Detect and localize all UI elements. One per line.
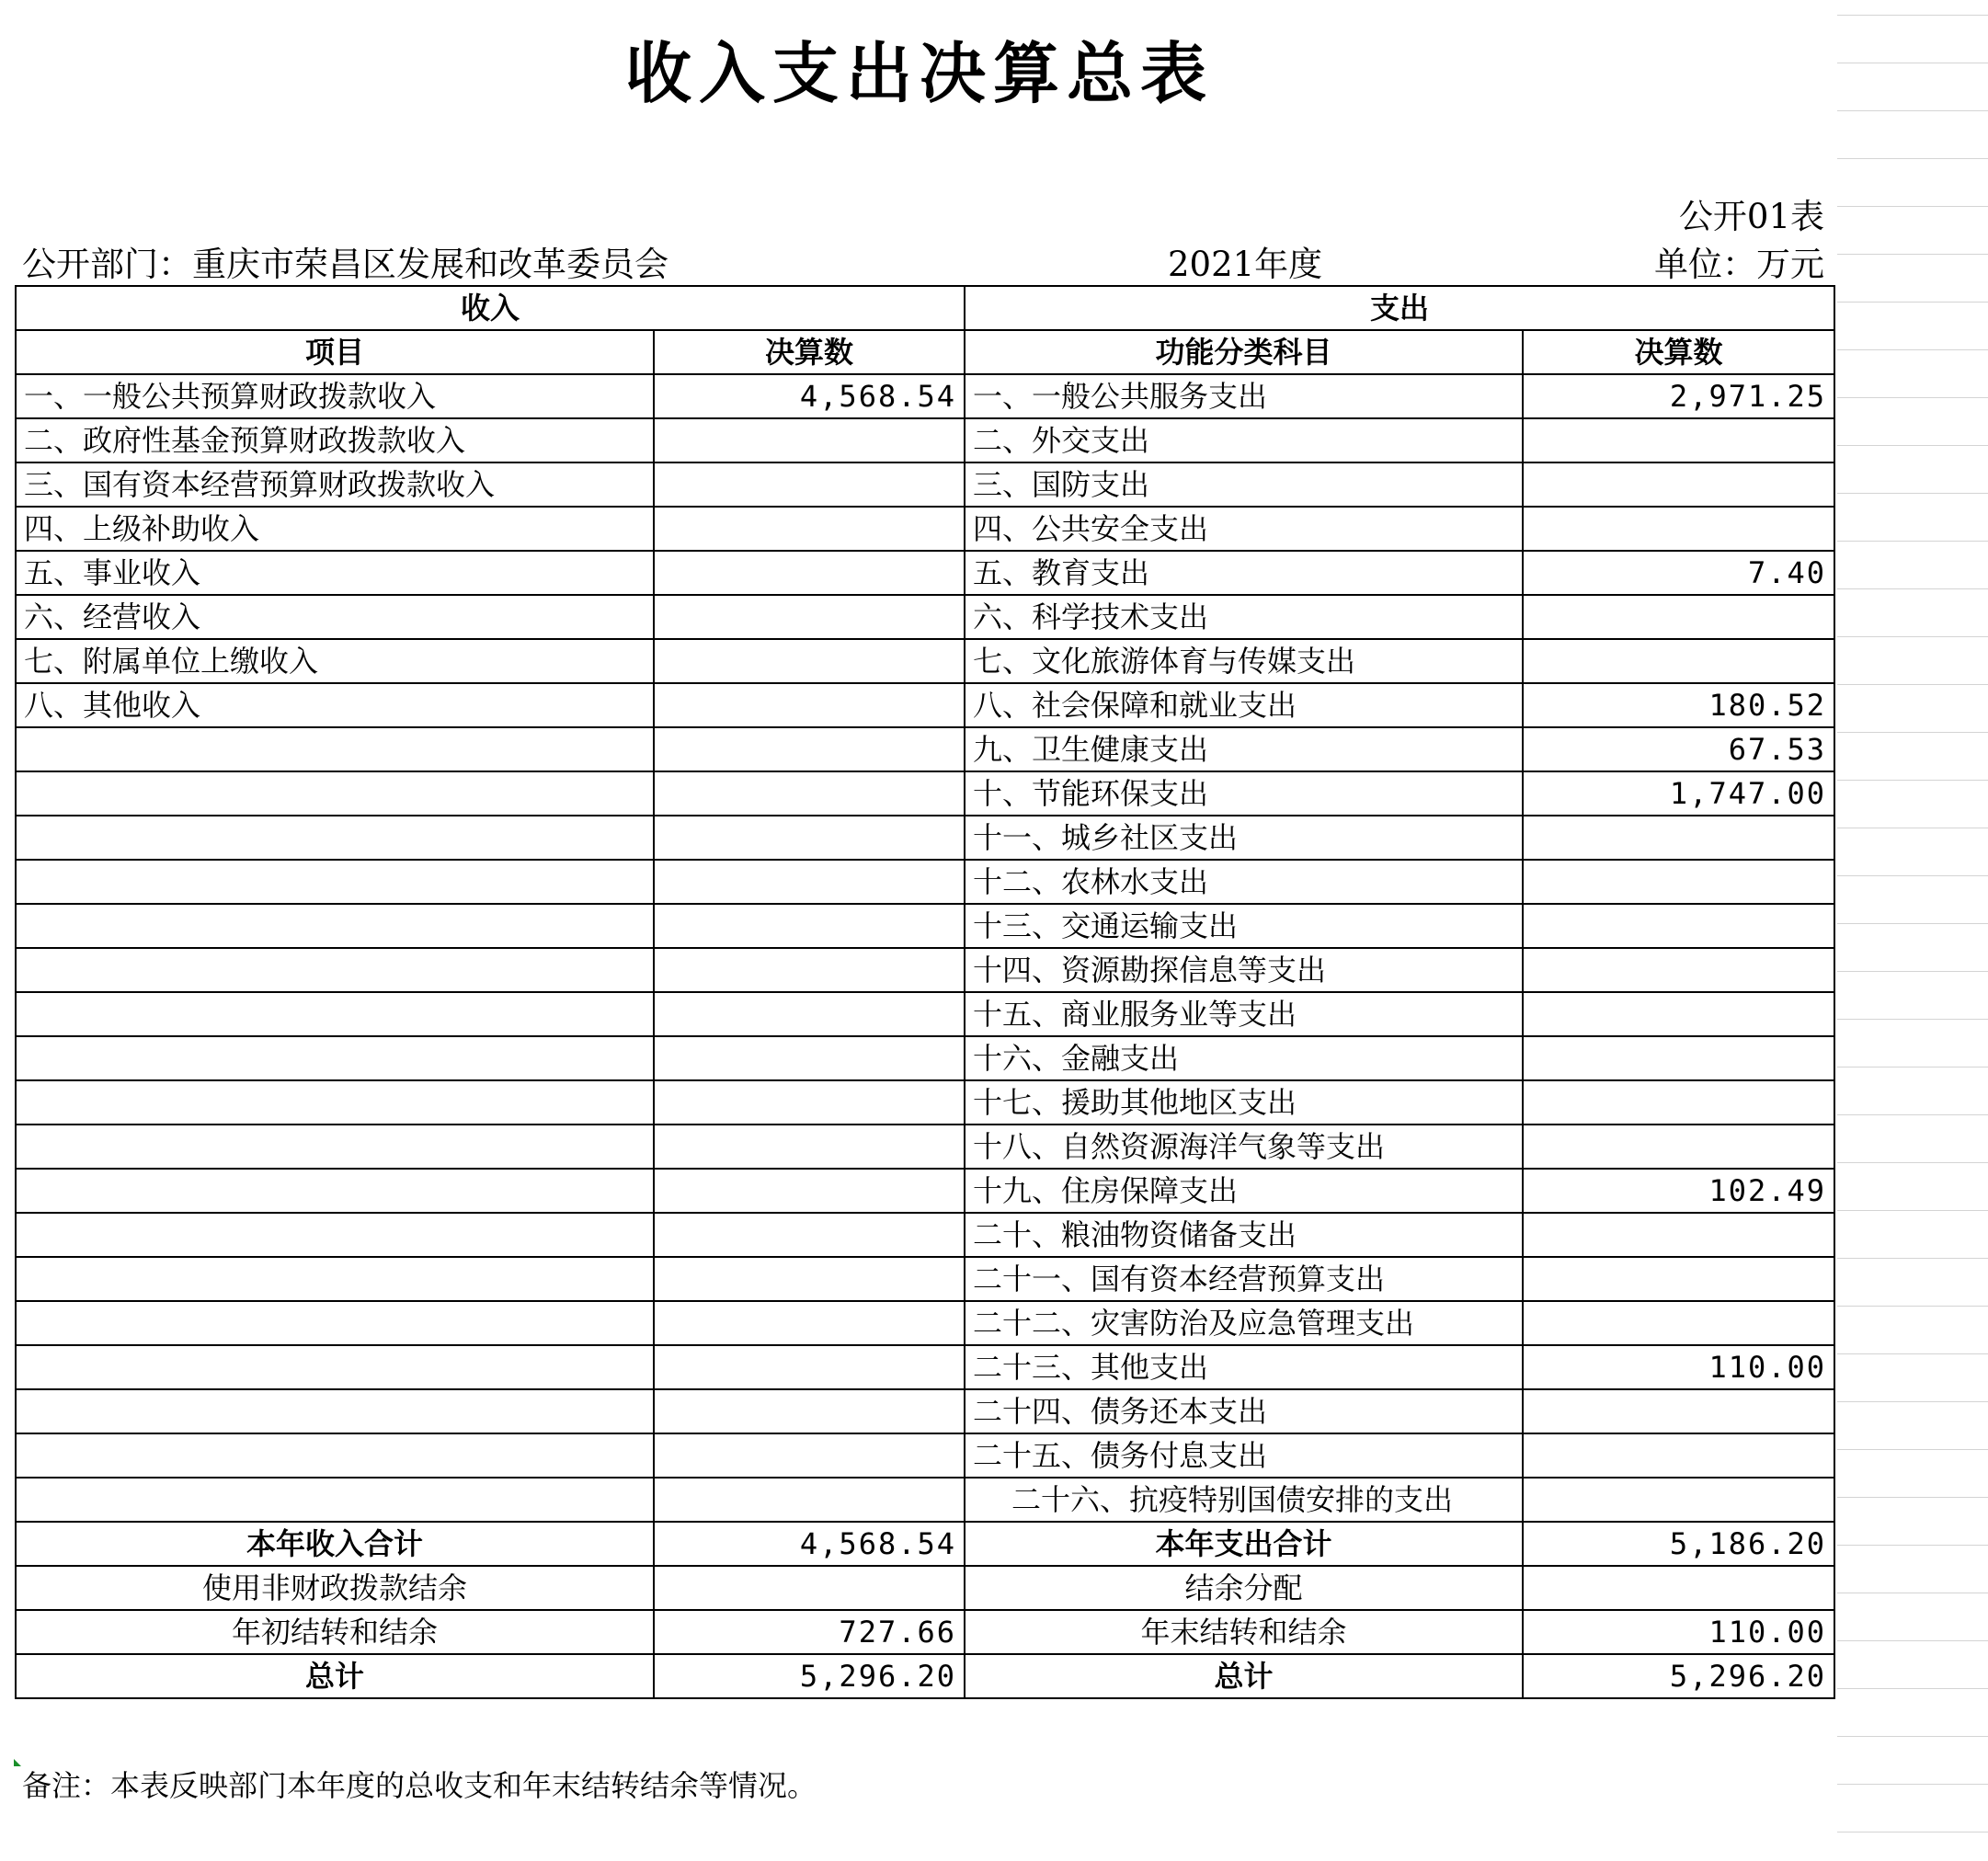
gridline <box>1837 158 1988 159</box>
expense-item-cell: 十八、自然资源海洋气象等支出 <box>965 1125 1523 1169</box>
income-item-cell <box>16 1345 654 1389</box>
table-note: 备注：本表反映部门本年度的总收支和年末结转结余等情况。 <box>22 1768 817 1803</box>
income-amount-cell <box>654 683 965 727</box>
gridline <box>1837 684 1988 685</box>
income-item-header: 项目 <box>16 330 654 374</box>
expense-amount-cell <box>1523 1213 1834 1257</box>
table-row <box>16 1301 1834 1345</box>
income-amount-cell <box>654 639 965 683</box>
table-section-header <box>16 286 1834 330</box>
gridline <box>1837 1449 1988 1450</box>
gridline <box>1837 732 1988 733</box>
page-title: 收入支出决算总表 <box>624 35 1214 112</box>
gridline <box>1837 493 1988 494</box>
income-item-cell <box>16 904 654 948</box>
income-summary-amount <box>654 1566 965 1610</box>
expense-item-cell: 四、公共安全支出 <box>965 507 1523 551</box>
table-row <box>16 462 1834 507</box>
income-summary-label: 使用非财政拨款结余 <box>16 1566 654 1610</box>
expense-item-cell: 十九、住房保障支出 <box>965 1169 1523 1213</box>
income-item-cell <box>16 948 654 992</box>
table-row <box>16 418 1834 462</box>
expense-amount-cell <box>1523 816 1834 860</box>
expense-amount-cell: 2,971.25 <box>1523 374 1834 418</box>
table-row <box>16 1433 1834 1478</box>
expense-item-header: 功能分类科目 <box>965 330 1523 374</box>
income-item-cell <box>16 1301 654 1345</box>
income-item-cell <box>16 1257 654 1301</box>
expense-item-cell: 二十一、国有资本经营预算支出 <box>965 1257 1523 1301</box>
expense-amount-cell <box>1523 1478 1834 1522</box>
expense-amount-cell: 1,747.00 <box>1523 771 1834 816</box>
sheet-gridlines <box>1837 0 1988 1861</box>
expense-summary-amount <box>1523 1566 1834 1610</box>
income-amount-cell <box>654 507 965 551</box>
gridline <box>1837 1497 1988 1498</box>
expense-amount-cell: 67.53 <box>1523 727 1834 771</box>
expense-amount-cell <box>1523 1036 1834 1080</box>
expense-summary-amount: 110.00 <box>1523 1610 1834 1654</box>
income-amount-cell <box>654 727 965 771</box>
expense-item-cell: 二、外交支出 <box>965 418 1523 462</box>
expense-amount-cell <box>1523 860 1834 904</box>
gridline <box>1837 1019 1988 1020</box>
gridline <box>1837 588 1988 589</box>
expense-item-cell: 二十三、其他支出 <box>965 1345 1523 1389</box>
expense-item-cell: 十六、金融支出 <box>965 1036 1523 1080</box>
gridline <box>1837 445 1988 446</box>
table-row <box>16 639 1834 683</box>
gridline <box>1837 1258 1988 1259</box>
expense-amount-cell <box>1523 1301 1834 1345</box>
income-summary-label: 总计 <box>16 1654 654 1698</box>
table-row <box>16 374 1834 418</box>
income-amount-cell <box>654 904 965 948</box>
table-number: 公开01表 <box>1678 197 1824 236</box>
cell-marker <box>14 1759 21 1766</box>
income-item-cell <box>16 727 654 771</box>
gridline <box>1837 1688 1988 1689</box>
gridline <box>1837 254 1988 255</box>
income-amount-cell <box>654 1433 965 1478</box>
expense-summary-label: 本年支出合计 <box>965 1522 1523 1566</box>
income-item-cell: 二、政府性基金预算财政拨款收入 <box>16 418 654 462</box>
income-summary-amount: 4,568.54 <box>654 1522 965 1566</box>
income-amount-cell <box>654 1257 965 1301</box>
gridline <box>1837 971 1988 972</box>
table-row <box>16 816 1834 860</box>
expense-item-cell: 一、一般公共服务支出 <box>965 374 1523 418</box>
income-item-cell <box>16 1213 654 1257</box>
expense-amount-cell <box>1523 1433 1834 1478</box>
summary-row <box>16 1610 1834 1654</box>
gridline <box>1837 923 1988 924</box>
expense-item-cell: 十一、城乡社区支出 <box>965 816 1523 860</box>
expense-item-cell: 十、节能环保支出 <box>965 771 1523 816</box>
gridline <box>1837 397 1988 398</box>
table-row <box>16 1478 1834 1522</box>
expense-amount-cell <box>1523 639 1834 683</box>
income-item-cell: 四、上级补助收入 <box>16 507 654 551</box>
income-item-cell <box>16 1478 654 1522</box>
table-row <box>16 1257 1834 1301</box>
income-amount-cell <box>654 551 965 595</box>
income-amount-cell <box>654 771 965 816</box>
income-item-cell <box>16 1389 654 1433</box>
income-summary-label: 本年收入合计 <box>16 1522 654 1566</box>
income-item-cell <box>16 816 654 860</box>
income-amount-cell <box>654 1036 965 1080</box>
table-row <box>16 551 1834 595</box>
income-amount-cell <box>654 1478 965 1522</box>
income-amount-cell <box>654 1169 965 1213</box>
income-item-cell: 五、事业收入 <box>16 551 654 595</box>
gridline <box>1837 1640 1988 1641</box>
expense-section-header: 支出 <box>965 286 1834 330</box>
table-row <box>16 1213 1834 1257</box>
expense-item-cell: 二十六、抗疫特别国债安排的支出 <box>965 1478 1523 1522</box>
expense-amount-cell <box>1523 1389 1834 1433</box>
income-amount-cell <box>654 418 965 462</box>
expense-amount-cell <box>1523 1257 1834 1301</box>
expense-item-cell: 二十四、债务还本支出 <box>965 1389 1523 1433</box>
expense-amount-cell <box>1523 948 1834 992</box>
income-amount-cell <box>654 992 965 1036</box>
table-row <box>16 727 1834 771</box>
expense-item-cell: 二十、粮油物资储备支出 <box>965 1213 1523 1257</box>
gridline <box>1837 1067 1988 1068</box>
income-summary-amount: 5,296.20 <box>654 1654 965 1698</box>
expense-item-cell: 三、国防支出 <box>965 462 1523 507</box>
expense-item-cell: 六、科学技术支出 <box>965 595 1523 639</box>
table-row <box>16 1036 1834 1080</box>
expense-amount-cell <box>1523 507 1834 551</box>
income-item-cell <box>16 1433 654 1478</box>
income-item-cell: 三、国有资本经营预算财政拨款收入 <box>16 462 654 507</box>
income-item-cell: 六、经营收入 <box>16 595 654 639</box>
expense-amount-cell <box>1523 992 1834 1036</box>
expense-summary-label: 年末结转和结余 <box>965 1610 1523 1654</box>
expense-summary-amount: 5,186.20 <box>1523 1522 1834 1566</box>
income-summary-amount: 727.66 <box>654 1610 965 1654</box>
table-row <box>16 904 1834 948</box>
gridline <box>1837 780 1988 781</box>
table-row <box>16 1080 1834 1125</box>
income-section-header: 收入 <box>16 286 965 330</box>
table-row <box>16 595 1834 639</box>
expense-summary-label: 总计 <box>965 1654 1523 1698</box>
income-amount-cell <box>654 595 965 639</box>
expense-item-cell: 十三、交通运输支出 <box>965 904 1523 948</box>
expense-amount-cell: 110.00 <box>1523 1345 1834 1389</box>
gridline <box>1837 1114 1988 1115</box>
expense-item-cell: 十七、援助其他地区支出 <box>965 1080 1523 1125</box>
income-amount-cell <box>654 1301 965 1345</box>
fiscal-year: 2021年度 <box>1168 245 1323 284</box>
income-item-cell <box>16 1036 654 1080</box>
expense-amount-cell <box>1523 462 1834 507</box>
table-row <box>16 1125 1834 1169</box>
expense-item-cell: 九、卫生健康支出 <box>965 727 1523 771</box>
summary-row <box>16 1566 1834 1610</box>
budget-table <box>15 285 1835 1699</box>
income-amount-cell: 4,568.54 <box>654 374 965 418</box>
expense-item-cell: 八、社会保障和就业支出 <box>965 683 1523 727</box>
expense-amount-cell: 102.49 <box>1523 1169 1834 1213</box>
income-item-cell <box>16 1125 654 1169</box>
department-label: 公开部门：重庆市荣昌区发展和改革委员会 <box>22 245 668 284</box>
expense-item-cell: 十二、农林水支出 <box>965 860 1523 904</box>
gridline <box>1837 15 1988 16</box>
income-item-cell <box>16 992 654 1036</box>
income-item-cell <box>16 1080 654 1125</box>
income-amount-cell <box>654 1213 965 1257</box>
income-amount-cell <box>654 1345 965 1389</box>
gridline <box>1837 1210 1988 1211</box>
income-amount-header: 决算数 <box>654 330 965 374</box>
expense-amount-header: 决算数 <box>1523 330 1834 374</box>
table-row <box>16 948 1834 992</box>
gridline <box>1837 349 1988 350</box>
table-row <box>16 1345 1834 1389</box>
expense-amount-cell <box>1523 1080 1834 1125</box>
table-column-header <box>16 330 1834 374</box>
gridline <box>1837 302 1988 303</box>
expense-item-cell: 五、教育支出 <box>965 551 1523 595</box>
gridline <box>1837 1162 1988 1163</box>
gridline <box>1837 1401 1988 1402</box>
income-item-cell: 一、一般公共预算财政拨款收入 <box>16 374 654 418</box>
expense-amount-cell: 180.52 <box>1523 683 1834 727</box>
table-row <box>16 771 1834 816</box>
income-amount-cell <box>654 948 965 992</box>
expense-amount-cell <box>1523 418 1834 462</box>
unit-label: 单位：万元 <box>1654 245 1824 284</box>
gridline <box>1837 1736 1988 1737</box>
gridline <box>1837 636 1988 637</box>
expense-amount-cell <box>1523 904 1834 948</box>
table-row <box>16 507 1834 551</box>
expense-summary-amount: 5,296.20 <box>1523 1654 1834 1698</box>
income-summary-label: 年初结转和结余 <box>16 1610 654 1654</box>
table-row <box>16 1389 1834 1433</box>
summary-row <box>16 1522 1834 1566</box>
income-amount-cell <box>654 1125 965 1169</box>
gridline <box>1837 110 1988 111</box>
income-item-cell <box>16 860 654 904</box>
gridline <box>1837 1784 1988 1785</box>
income-item-cell: 八、其他收入 <box>16 683 654 727</box>
table-row <box>16 860 1834 904</box>
income-amount-cell <box>654 1389 965 1433</box>
table-row <box>16 683 1834 727</box>
table-row <box>16 992 1834 1036</box>
table-row <box>16 1169 1834 1213</box>
expense-amount-cell <box>1523 1125 1834 1169</box>
expense-item-cell: 二十五、债务付息支出 <box>965 1433 1523 1478</box>
gridline <box>1837 1545 1988 1546</box>
expense-item-cell: 十四、资源勘探信息等支出 <box>965 948 1523 992</box>
income-item-cell: 七、附属单位上缴收入 <box>16 639 654 683</box>
gridline <box>1837 875 1988 876</box>
income-item-cell <box>16 771 654 816</box>
expense-amount-cell <box>1523 595 1834 639</box>
gridline <box>1837 206 1988 207</box>
expense-item-cell: 十五、商业服务业等支出 <box>965 992 1523 1036</box>
income-item-cell <box>16 1169 654 1213</box>
expense-item-cell: 七、文化旅游体育与传媒支出 <box>965 639 1523 683</box>
expense-summary-label: 结余分配 <box>965 1566 1523 1610</box>
income-amount-cell <box>654 462 965 507</box>
income-amount-cell <box>654 816 965 860</box>
gridline <box>1837 541 1988 542</box>
expense-amount-cell: 7.40 <box>1523 551 1834 595</box>
gridline <box>1837 1306 1988 1307</box>
income-amount-cell <box>654 860 965 904</box>
summary-row <box>16 1654 1834 1698</box>
gridline <box>1837 1353 1988 1354</box>
income-amount-cell <box>654 1080 965 1125</box>
expense-item-cell: 二十二、灾害防治及应急管理支出 <box>965 1301 1523 1345</box>
